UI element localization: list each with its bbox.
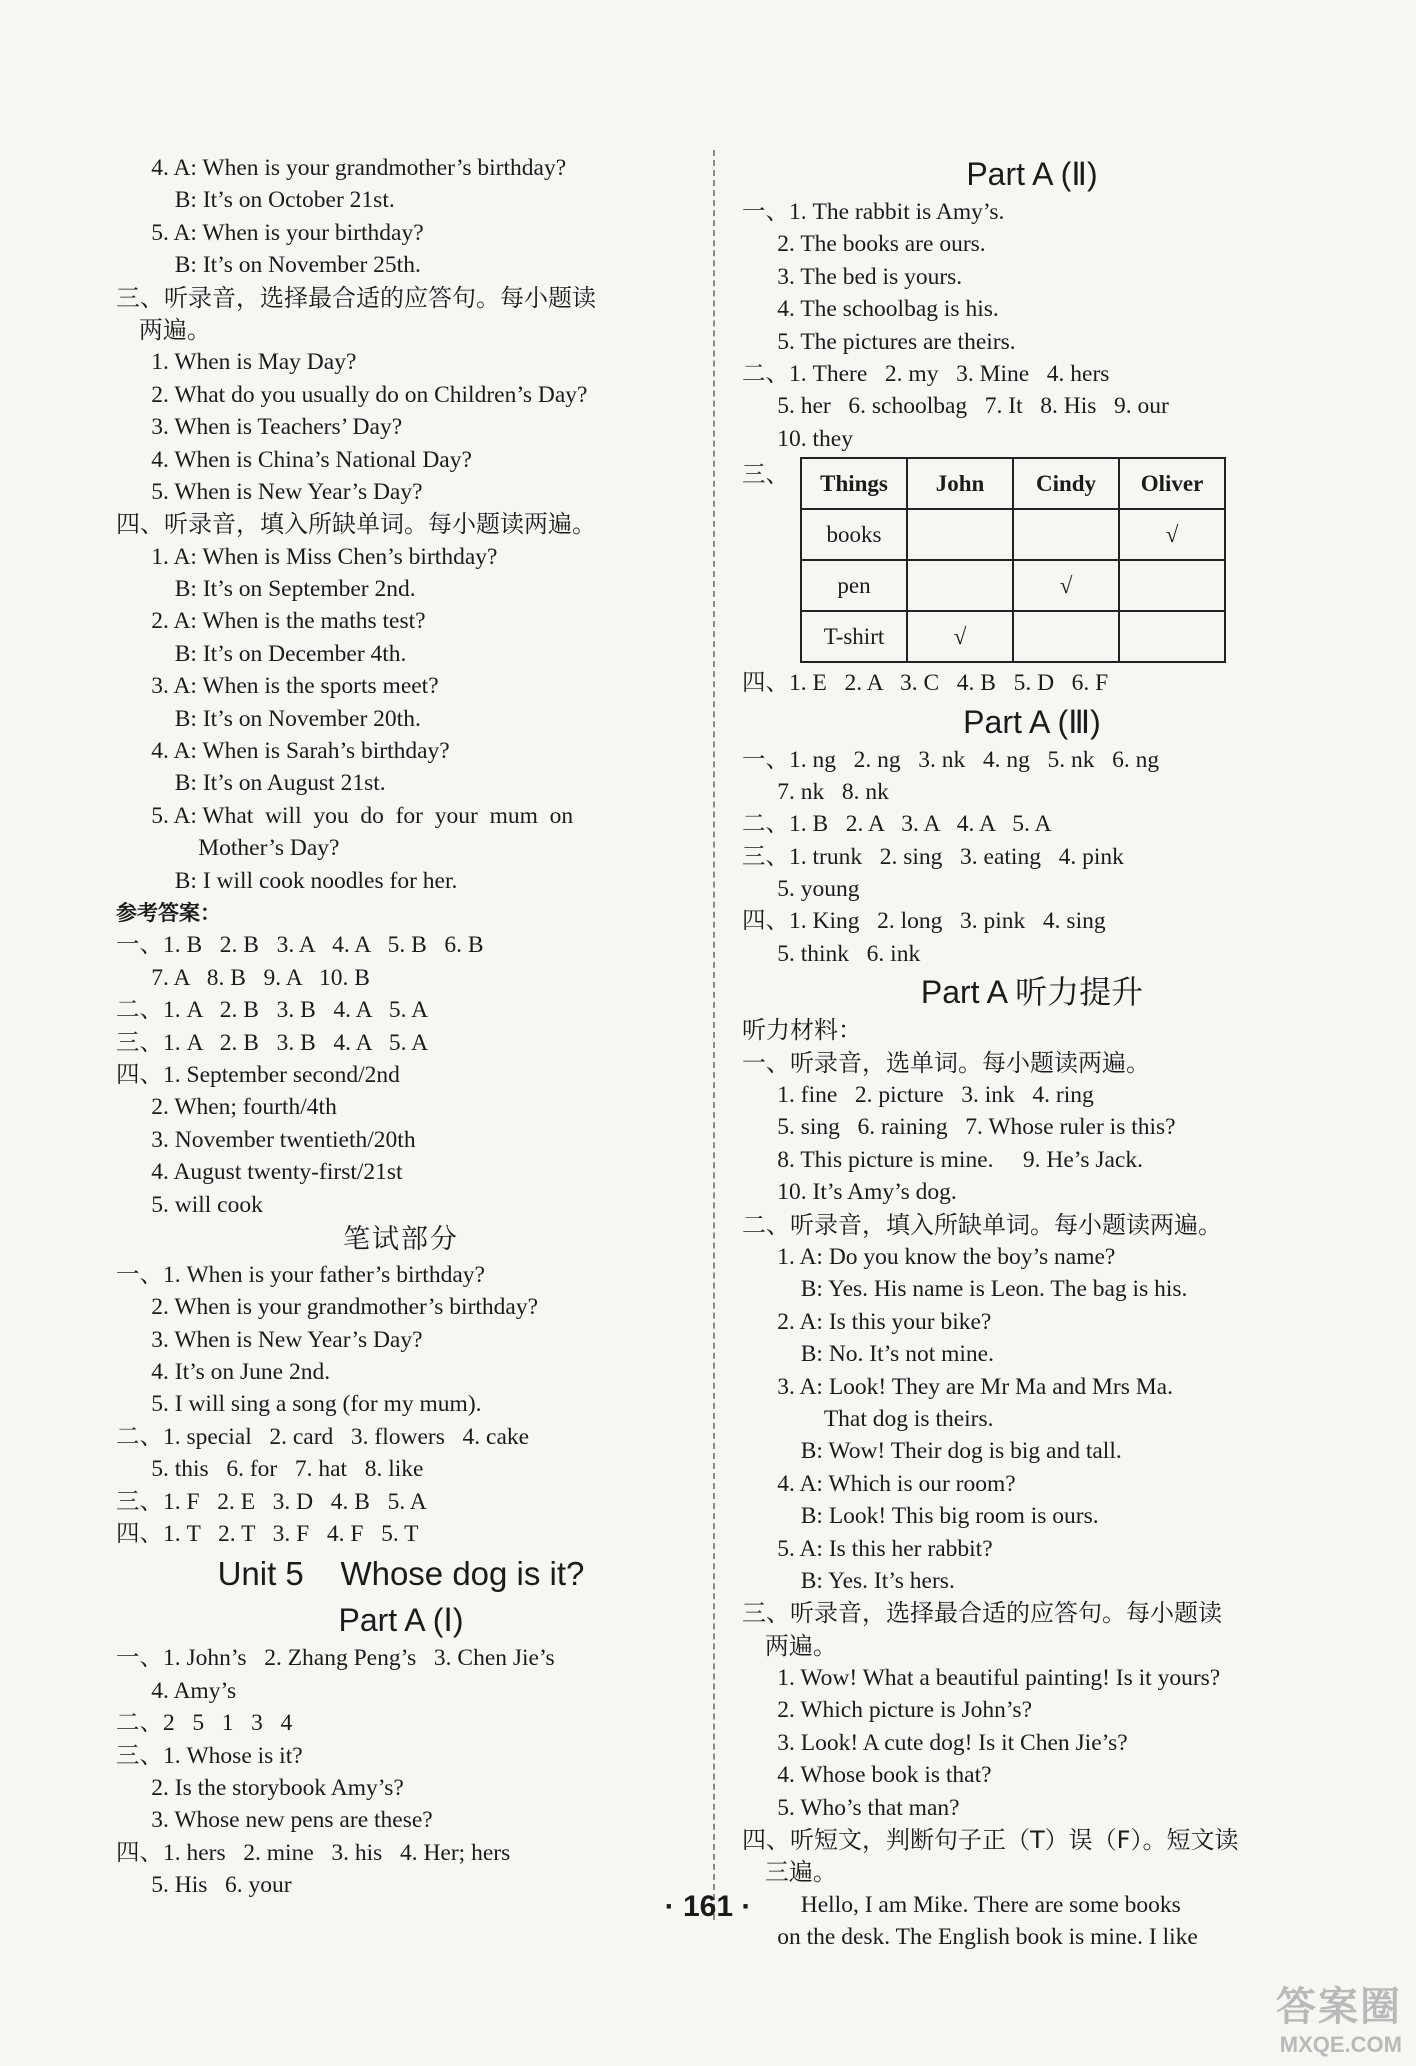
text-line: 2. Which picture is John’s? bbox=[742, 1697, 1033, 1724]
table-row bbox=[801, 611, 1225, 662]
text-line: 四、听录音，填入所缺单词。每小题读两遍。 bbox=[116, 510, 596, 539]
text-line: 四、1. King 2. long 3. pink 4. sing bbox=[742, 908, 1106, 935]
text-line: 一、1. ng 2. ng 3. nk 4. ng 5. nk 6. ng bbox=[742, 746, 1160, 773]
text-line: 三、1. trunk 2. sing 3. eating 4. pink bbox=[742, 843, 1124, 870]
text-line: 四、1. hers 2. mine 3. his 4. Her; hers bbox=[116, 1839, 511, 1866]
text-line: 4. A: When is Sarah’s birthday? bbox=[116, 738, 450, 765]
text-line: 1. Wow! What a beautiful painting! Is it yours? bbox=[742, 1665, 1221, 1692]
text-line: on the desk. The English book is mine. I like bbox=[742, 1924, 1198, 1951]
text-line: 4. Whose book is that? bbox=[742, 1762, 992, 1789]
text-line: 4. It’s on June 2nd. bbox=[116, 1359, 331, 1386]
text-line: 5. A: Is this her rabbit? bbox=[742, 1535, 993, 1562]
text-line: 5. think 6. ink bbox=[742, 940, 921, 967]
text-line: B: Yes. His name is Leon. The bag is his. bbox=[742, 1276, 1188, 1303]
text-line: B: Look! This big room is ours. bbox=[742, 1503, 1099, 1530]
section-heading: Unit 5 Whose dog is it? bbox=[217, 1555, 585, 1593]
text-line: 5. The pictures are theirs. bbox=[742, 328, 1016, 355]
text-line: 1. A: When is Miss Chen’s birthday? bbox=[116, 543, 498, 570]
table-row bbox=[801, 560, 1225, 611]
text-line: 2. A: Is this your bike? bbox=[742, 1308, 992, 1335]
text-line: Mother’s Day? bbox=[116, 835, 340, 862]
text-line: 四、1. T 2. T 3. F 4. F 5. T bbox=[116, 1521, 419, 1548]
table-header-cell: Things bbox=[801, 458, 907, 509]
page-number: · 161 · bbox=[664, 1890, 752, 1923]
text-line: That dog is theirs. bbox=[742, 1405, 994, 1432]
table-header-cell: John bbox=[907, 458, 1013, 509]
text-line: 2. The books are ours. bbox=[742, 231, 986, 258]
table-header-cell: Cindy bbox=[1013, 458, 1119, 509]
text-line: 听力材料： bbox=[742, 1016, 862, 1045]
text-line: 5. His 6. your bbox=[116, 1872, 292, 1899]
table-cell bbox=[1119, 611, 1225, 662]
text-line: 3. November twentieth/20th bbox=[116, 1126, 416, 1153]
text-line: 7. A 8. B 9. A 10. B bbox=[116, 964, 370, 991]
text-line: 3. When is New Year’s Day? bbox=[116, 1326, 423, 1353]
table-cell bbox=[1013, 509, 1119, 560]
text-line: Hello, I am Mike. There are some books bbox=[742, 1891, 1181, 1918]
text-line: 三、听录音，选择最合适的应答句。每小题读 bbox=[742, 1599, 1222, 1628]
text-line: 5. A: When is your birthday? bbox=[116, 219, 424, 246]
text-line: B: No. It’s not mine. bbox=[742, 1341, 994, 1368]
text-line: B: Wow! Their dog is big and tall. bbox=[742, 1438, 1122, 1465]
table-cell: pen bbox=[801, 560, 907, 611]
table-header-cell: Oliver bbox=[1119, 458, 1225, 509]
table-cell: T-shirt bbox=[801, 611, 907, 662]
text-line: 一、1. The rabbit is Amy’s. bbox=[742, 199, 1005, 225]
text-line: 四、1. September second/2nd bbox=[116, 1061, 400, 1088]
text-line: 5. A: What will you do for your mum on bbox=[116, 802, 574, 829]
text-line: 10. It’s Amy’s dog. bbox=[742, 1179, 957, 1206]
text-line: 二、2 5 1 3 4 bbox=[116, 1710, 293, 1737]
text-line: 二、1. B 2. A 3. A 4. A 5. A bbox=[742, 811, 1052, 838]
section-heading: Part A (Ⅲ) bbox=[963, 703, 1101, 740]
section-heading: Part A 听力提升 bbox=[920, 974, 1144, 1011]
ownership-table bbox=[800, 457, 1226, 663]
text-line: 5. this 6. for 7. hat 8. like bbox=[116, 1456, 424, 1483]
text-line: 三、1. A 2. B 3. B 4. A 5. A bbox=[116, 1029, 429, 1056]
table-cell: √ bbox=[907, 611, 1013, 662]
right-bottom-section bbox=[742, 667, 1322, 1953]
text-line: B: It’s on August 21st. bbox=[116, 770, 386, 797]
table-cell bbox=[907, 560, 1013, 611]
text-line: B: Yes. It’s hers. bbox=[742, 1567, 955, 1594]
text-line: 二、1. There 2. my 3. Mine 4. hers bbox=[742, 360, 1110, 387]
watermark-text: 答案圈 bbox=[1276, 1984, 1402, 2030]
right-column bbox=[742, 152, 1322, 1954]
text-line: 两遍。 bbox=[116, 315, 211, 344]
text-line: 4. August twenty-first/21st bbox=[116, 1159, 403, 1186]
text-line: 1. When is May Day? bbox=[116, 349, 357, 376]
text-line: 2. When; fourth/4th bbox=[116, 1094, 337, 1121]
table-cell: √ bbox=[1119, 509, 1225, 560]
text-line: 二、1. special 2. card 3. flowers 4. cake bbox=[116, 1423, 530, 1450]
table-cell bbox=[1013, 611, 1119, 662]
text-line: 5. her 6. schoolbag 7. It 8. His 9. our bbox=[742, 393, 1169, 420]
text-line: 4. A: Which is our room? bbox=[742, 1470, 1016, 1497]
text-line: 1. A: Do you know the boy’s name? bbox=[742, 1243, 1116, 1270]
text-line: 笔试部分 bbox=[343, 1223, 459, 1255]
text-line: 三、1. F 2. E 3. D 4. B 5. A bbox=[116, 1488, 427, 1515]
text-line: 两遍。 bbox=[742, 1631, 837, 1660]
text-line: 二、听录音，填入所缺单词。每小题读两遍。 bbox=[742, 1210, 1222, 1239]
text-line: 3. The bed is yours. bbox=[742, 263, 963, 290]
text-line: 2. When is your grandmother’s birthday? bbox=[116, 1294, 539, 1321]
column-divider bbox=[713, 150, 715, 1920]
text-line: 7. nk 8. nk bbox=[742, 778, 889, 805]
text-line: 一、1. When is your father’s birthday? bbox=[116, 1261, 485, 1288]
text-line: 10. they bbox=[742, 425, 853, 452]
text-line: 4. The schoolbag is his. bbox=[742, 296, 999, 323]
text-line: 3. Look! A cute dog! Is it Chen Jie’s? bbox=[742, 1729, 1128, 1756]
text-line: 5. I will sing a song (for my mum). bbox=[116, 1391, 482, 1418]
text-line: 2. What do you usually do on Children’s Day? bbox=[116, 381, 588, 408]
text-line: 3. Whose new pens are these? bbox=[116, 1807, 433, 1834]
text-line: B: I will cook noodles for her. bbox=[116, 867, 458, 894]
text-line: 四、听短文，判断句子正（T）误（F）。短文读 bbox=[742, 1826, 1239, 1855]
table-cell: √ bbox=[1013, 560, 1119, 611]
text-line: 8. This picture is mine. 9. He’s Jack. bbox=[742, 1146, 1143, 1173]
text-line: 一、1. John’s 2. Zhang Peng’s 3. Chen Jie’s bbox=[116, 1645, 555, 1672]
text-line: B: It’s on October 21st. bbox=[116, 187, 395, 214]
text-line: 1. fine 2. picture 3. ink 4. ring bbox=[742, 1082, 1094, 1109]
text-line: 2. A: When is the maths test? bbox=[116, 608, 426, 635]
text-line: 3. When is Teachers’ Day? bbox=[116, 414, 403, 441]
text-line: 4. Amy’s bbox=[116, 1677, 237, 1704]
text-line: 一、1. B 2. B 3. A 4. A 5. B 6. B bbox=[116, 932, 484, 959]
text-line: 三遍。 bbox=[742, 1858, 837, 1887]
text-line: 二、1. A 2. B 3. B 4. A 5. A bbox=[116, 997, 429, 1024]
text-line: B: It’s on December 4th. bbox=[116, 640, 407, 667]
text-line: 4. A: When is your grandmother’s birthday? bbox=[116, 155, 567, 181]
watermark-logo bbox=[1276, 1975, 1402, 2058]
text-line: 3. A: Look! They are Mr Ma and Mrs Ma. bbox=[742, 1373, 1173, 1400]
table-header-row bbox=[801, 458, 1225, 509]
left-column bbox=[116, 152, 686, 1902]
section-heading: Part A (Ⅱ) bbox=[966, 156, 1098, 192]
watermark-url: MXQE.COM bbox=[1279, 2032, 1402, 2057]
table-body bbox=[801, 509, 1225, 662]
table-cell bbox=[1119, 560, 1225, 611]
table-cell: books bbox=[801, 509, 907, 560]
text-line: 2. Is the storybook Amy’s? bbox=[116, 1774, 404, 1801]
table-row bbox=[801, 509, 1225, 560]
text-line: 5. young bbox=[742, 876, 860, 903]
text-line: 5. Who’s that man? bbox=[742, 1794, 960, 1821]
text-line: 三、1. Whose is it? bbox=[116, 1742, 303, 1769]
text-line: 4. When is China’s National Day? bbox=[116, 446, 472, 473]
table-block: 三、 Things John Cindy Oliver books √ pen √ T-shirt √ bbox=[742, 455, 1322, 667]
text-line: 四、1. E 2. A 3. C 4. B 5. D 6. F bbox=[742, 670, 1109, 697]
text-line: B: It’s on November 25th. bbox=[116, 252, 421, 279]
text-line: 三、听录音，选择最合适的应答句。每小题读 bbox=[116, 283, 596, 312]
right-top-section bbox=[742, 152, 1322, 455]
text-line: 3. A: When is the sports meet? bbox=[116, 673, 439, 700]
text-line: 5. When is New Year’s Day? bbox=[116, 478, 423, 505]
text-line: 5. will cook bbox=[116, 1191, 263, 1218]
text-line: B: It’s on November 20th. bbox=[116, 705, 421, 732]
text-line: 参考答案： bbox=[116, 900, 221, 925]
table-cell bbox=[907, 509, 1013, 560]
text-line: B: It’s on September 2nd. bbox=[116, 576, 416, 603]
section-heading: Part A (Ⅰ) bbox=[338, 1602, 464, 1639]
text-line: 5. sing 6. raining 7. Whose ruler is this? bbox=[742, 1114, 1176, 1141]
text-line: 一、听录音，选单词。每小题读两遍。 bbox=[742, 1048, 1150, 1077]
